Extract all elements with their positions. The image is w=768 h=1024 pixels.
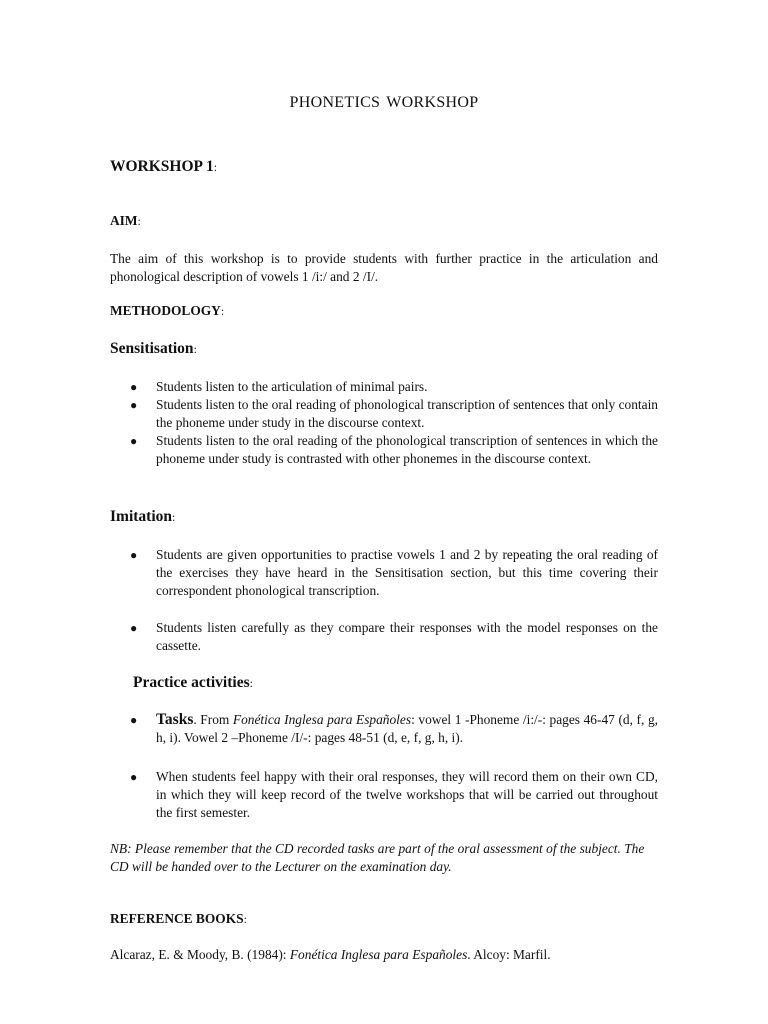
bullet-icon: ● (130, 434, 138, 448)
record-list (110, 768, 658, 822)
sensitisation-heading (110, 340, 197, 358)
imitation-list-2 (110, 619, 658, 655)
workshop-colon: : (213, 160, 218, 174)
imitation-label: Imitation (110, 508, 172, 525)
sensitisation-label: Sensitisation (110, 340, 194, 357)
list-item (110, 619, 658, 655)
imitation-heading (110, 508, 175, 526)
list-item (110, 711, 658, 747)
aim-heading (110, 213, 141, 229)
list-item-text: Students listen carefully as they compare their responses with the model responses on the cassette. (156, 620, 658, 653)
tasks-label: Tasks (156, 711, 194, 728)
reference-entry (110, 947, 551, 963)
list-item-text: Students listen to the articulation of minimal pairs. (156, 379, 428, 394)
practice-colon: : (249, 676, 253, 690)
methodology-heading (110, 303, 224, 319)
bullet-icon: ● (130, 548, 138, 562)
tasks-list (110, 711, 658, 747)
document-title (0, 94, 768, 112)
practice-label: Practice activities (133, 674, 250, 691)
nb-note: NB: Please remember that the CD recorded tasks are part of the oral assessment of the subject. The CD will be handed over to the Lecturer on the examination day. (110, 841, 645, 874)
list-item-text: Students listen to the oral reading of phonological transcription of sentences that only contain the phoneme under study in the discourse context. (156, 397, 658, 430)
workshop-heading (110, 158, 217, 176)
aim-colon: : (137, 214, 141, 228)
tasks-prefix: . From (193, 712, 233, 727)
list-item-text: When students feel happy with their oral responses, they will record them on their own CD, in which they will keep record of the twelve workshops that will be carried out throughout the first semester. (156, 769, 658, 820)
aim-label: AIM (110, 213, 138, 228)
references-label: REFERENCE BOOKS (110, 911, 244, 926)
bullet-icon: ● (130, 380, 138, 394)
workshop-label: WORKSHOP 1 (110, 158, 214, 175)
list-item (110, 378, 658, 396)
list-item-text: Students are given opportunities to practise vowels 1 and 2 by repeating the oral reading of the exercises they have heard in the Sensitisation section, but this time covering their correspondent phonological transcription. (156, 547, 658, 598)
list-item (110, 546, 658, 600)
reference-authors: Alcaraz, E. & Moody, B. (1984): (110, 947, 290, 962)
practice-heading (133, 674, 253, 692)
tasks-pages: : vowel 1 -Phoneme /i:/-: pages 46-47 (d, f, g, h, i). Vowel 2 –Phoneme /I/-: pages 48-51 (d, e, f, g, h, i). (156, 712, 658, 745)
bullet-icon: ● (130, 713, 138, 727)
bullet-icon: ● (130, 770, 138, 784)
sensitisation-colon: : (193, 342, 197, 356)
references-colon: : (243, 912, 247, 926)
list-item (110, 432, 658, 468)
list-item (110, 768, 658, 822)
bullet-icon: ● (130, 621, 138, 635)
methodology-colon: : (220, 304, 225, 318)
bullet-icon: ● (130, 398, 138, 412)
list-item-text: Students listen to the oral reading of the phonological transcription of sentences in which the phoneme under study is contrasted with other phonemes in the discourse context. (156, 433, 658, 466)
imitation-list-1 (110, 546, 658, 600)
methodology-label: METHODOLOGY (110, 303, 221, 318)
list-item (110, 396, 658, 432)
sensitisation-list (110, 378, 658, 468)
reference-book-title: Fonética Inglesa para Españoles (289, 947, 468, 962)
references-heading (110, 911, 247, 927)
aim-text: The aim of this workshop is to provide students with further practice in the articulation and phonological description of vowels 1 /i:/ and 2 /I/. (110, 251, 658, 284)
tasks-book-title: Fonética Inglesa para Españoles (232, 712, 412, 727)
title-word-1: PHONETICS (289, 94, 381, 111)
reference-publisher: . Alcoy: Marfil. (467, 947, 551, 962)
title-word-2: WORKSHOP (386, 94, 479, 111)
imitation-colon: : (172, 510, 176, 524)
